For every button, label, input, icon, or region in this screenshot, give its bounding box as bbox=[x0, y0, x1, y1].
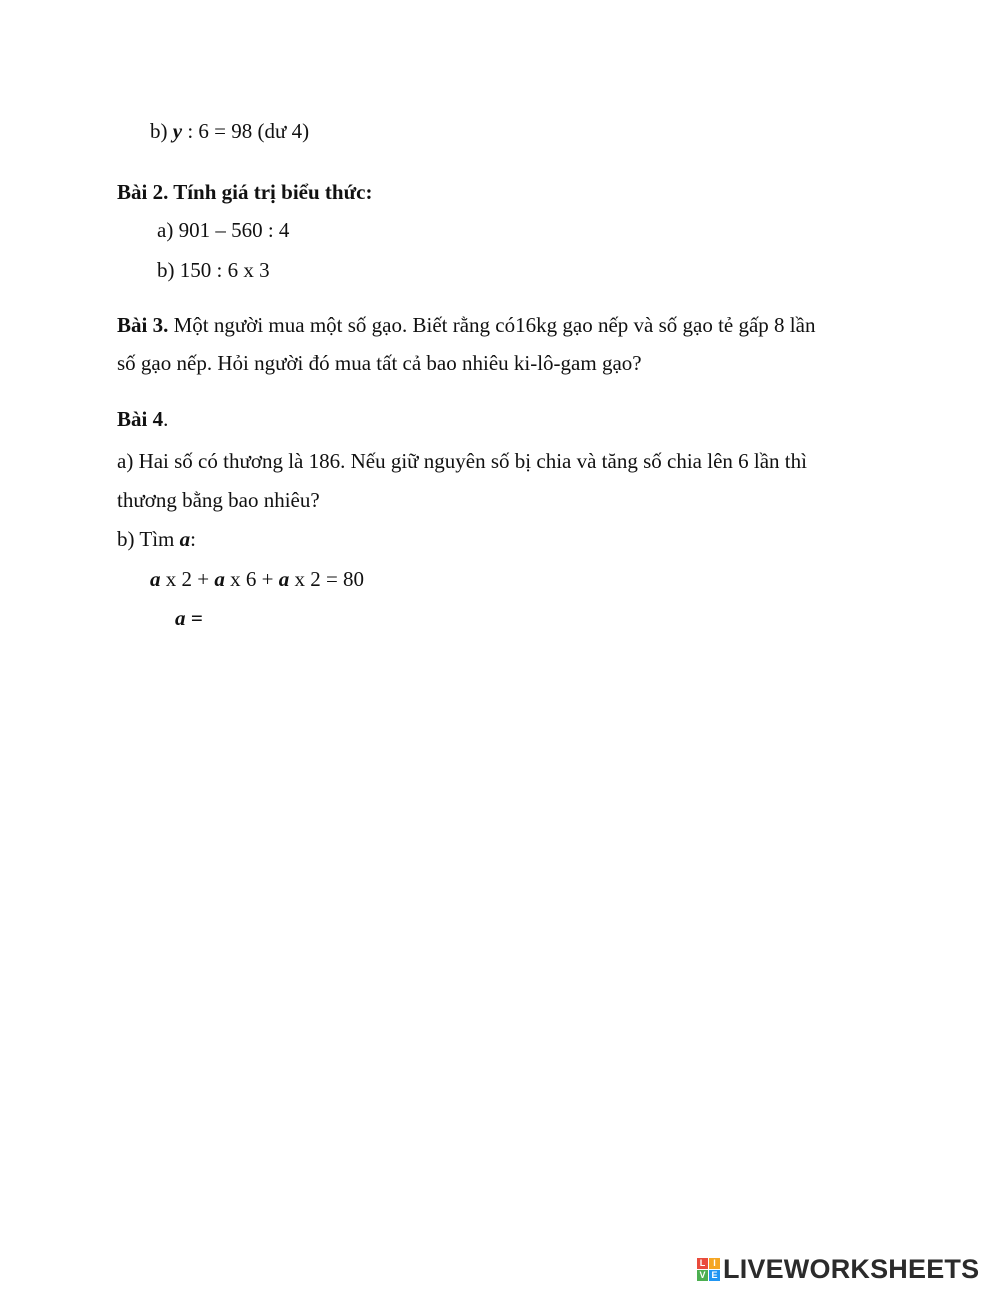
bai4-part-b: b) Tìm a: bbox=[117, 527, 196, 551]
bai4-part-a-line-2: thương bằng bao nhiêu? bbox=[117, 488, 320, 512]
logo-letter-l: L bbox=[697, 1258, 708, 1269]
logo-text: LIVEWORKSHEETS bbox=[723, 1253, 980, 1284]
bai1-part-b: b) y : 6 = 98 (dư 4) bbox=[150, 119, 310, 143]
logo-letter-v: V bbox=[697, 1270, 708, 1281]
liveworksheets-logo bbox=[697, 1252, 979, 1286]
bai2-part-b: b) 150 : 6 x 3 bbox=[157, 258, 270, 282]
variable-a: a bbox=[179, 527, 191, 551]
bai3-label: Bài 3. bbox=[117, 313, 169, 337]
bai3-line-2: số gạo nếp. Hỏi người đó mua tất cả bao nhiêu ki-lô-gam gạo? bbox=[117, 351, 642, 375]
bai4-title: Bài 4. bbox=[117, 407, 169, 431]
bai3-line-1: Bài 3. Một người mua một số gạo. Biết rằng có16kg gạo nếp và số gạo tẻ gấp 8 lần bbox=[117, 313, 816, 337]
equation: a x 2 + a x 6 + a x 2 = 80 bbox=[150, 567, 365, 591]
answer-label: a = bbox=[175, 606, 203, 630]
logo-letter-i: I bbox=[709, 1258, 720, 1269]
variable-y: y bbox=[172, 119, 183, 143]
bai2-title: Bài 2. Tính giá trị biểu thức: bbox=[117, 180, 373, 204]
logo-letter-e: E bbox=[709, 1270, 720, 1281]
bai4-part-a-line-1: a) Hai số có thương là 186. Nếu giữ nguyên số bị chia và tăng số chia lên 6 lần thì bbox=[117, 449, 807, 473]
bai2-part-a: a) 901 – 560 : 4 bbox=[157, 218, 290, 242]
logo-mark-icon bbox=[697, 1258, 720, 1281]
